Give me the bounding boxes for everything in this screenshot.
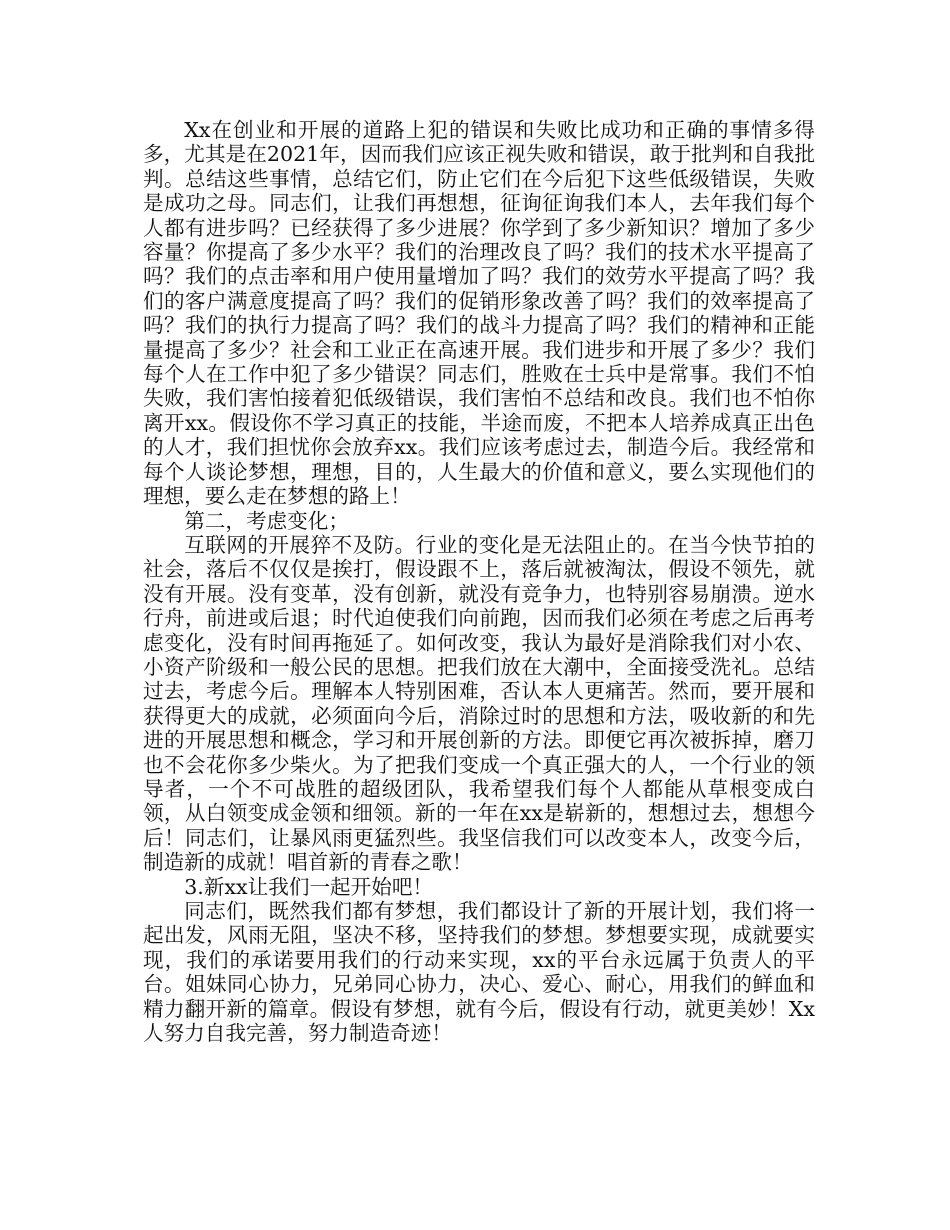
- paragraph-2-heading: 第二，考虑变化；: [184, 508, 349, 533]
- paragraph-3: 互联网的开展猝不及防。行业的变化是无法阻止的。在当今快节拍的社会，落后不仅仅是挨打，假设跟不上，落后就被淘汰，假设不领先，就没有开展。没有变革，没有创新，就没有竞争力，也特别容易崩溃。逆水行舟，前进或后退；时代迫使我们向前跑，因而我们必须在考虑之后再考虑变化，没有时间再拖延了。如何改变，我认为最好是消除我们对小农、小资产阶级和一般公民的思想。把我们放在大潮中，全面接受洗礼。总结过去，考虑今后。理解本人特别困难，否认本人更痛苦。然而，要开展和获得更大的成就，必须面向今后，消除过时的思想和方法，吸收新的和先进的开展思想和概念，学习和开展创新的方法。即便它再次被拆掉，磨刀也不会花你多少柴火。为了把我们变成一个真正强大的人，一个行业的领导者，一个不可战胜的超级团队，我希望我们每个人都能从草根变成白领，从白领变成金领和细领。新的一年在xx是崭新的，想想过去，想想今后！同志们，让暴风雨更猛烈些。我坚信我们可以改变本人，改变今后，制造新的成就！唱首新的青春之歌！: [143, 532, 815, 875]
- document-body: [143, 118, 815, 1045]
- paragraph-1: Xx在创业和开展的道路上犯的错误和失败比成功和正确的事情多得多，尤其是在2021年，因而我们应该正视失败和错误，敢于批判和自我批判。总结这些事情，总结它们，防止它们在今后犯下这些低级错误，失败是成功之母。同志们，让我们再想想，征询征询我们本人，去年我们每个人都有进步吗？已经获得了多少进展？你学到了多少新知识？增加了多少容量？你提高了多少水平？我们的治理改良了吗？我们的技术水平提高了吗？我们的点击率和用户使用量增加了吗？我们的效劳水平提高了吗？我们的客户满意度提高了吗？我们的促销形象改善了吗？我们的效率提高了吗？我们的执行力提高了吗？我们的战斗力提高了吗？我们的精神和正能量提高了多少？社会和工业正在高速开展。我们进步和开展了多少？我们每个人在工作中犯了多少错误？同志们，胜败在士兵中是常事。我们不怕失败，我们害怕接着犯低级错误，我们害怕不总结和改良。我们也不怕你离开xx。假设你不学习真正的技能，半途而废，不把本人培养成真正出色的人才，我们担忧你会放弃xx。我们应该考虑过去，制造今后。我经常和每个人谈论梦想，理想，目的，人生最大的价值和意义，要么实现他们的理想，要么走在梦想的路上！: [143, 118, 815, 509]
- paragraph-4-heading: 3.新xx让我们一起开始吧！: [184, 874, 434, 899]
- paragraph-5: 同志们，既然我们都有梦想，我们都设计了新的开展计划，我们将一起出发，风雨无阻，坚决不移，坚持我们的梦想。梦想要实现，成就要实现，我们的承诺要用我们的行动来实现，xx的平台永远属于负责人的平台。姐妹同心协力，兄弟同心协力，决心、爱心、耐心，用我们的鲜血和精力翻开新的篇章。假设有梦想，就有今后，假设有行动，就更美妙！Xx人努力自我完善，努力制造奇迹！: [143, 899, 815, 1046]
